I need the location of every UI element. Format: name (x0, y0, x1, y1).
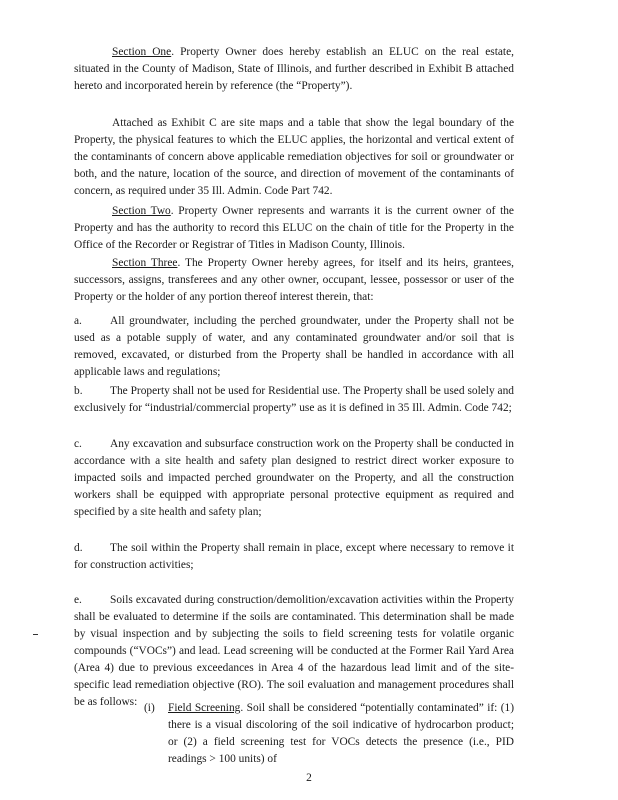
sub-item-body (168, 700, 514, 768)
list-item-e (74, 592, 514, 711)
list-item-c-text: Any excavation and subsurface construction work on the Property shall be conducted in accordance with a site health and safety plan designed to restrict direct worker exposure to impacted soils and impacted perched groundwater on the Property, and all the construction workers shall be equipped with appropriate personal protective equipment as required and specified by a site health and safety plan; (74, 438, 514, 518)
list-item-e-label: e. (74, 594, 82, 606)
section-two-text: . Property Owner represents and warrants it is the current owner of the Property and has the authority to record this ELUC on the chain of title for the Property in the Office of the Recorder or Registrar of Titles in Madison County, Illinois. (74, 205, 514, 251)
list-item-c (74, 436, 514, 521)
sub-item-text: . Soil shall be considered “potentially contaminated” if: (1) there is a visual discoloring of the soil indicative of hydrocarbon product; or (2) a field screening test for VOCs detects the presence (i.e., PID readings > 100 units) of (168, 702, 515, 765)
section-three-paragraph (74, 255, 514, 306)
section-two-paragraph (74, 203, 514, 254)
margin-mark (33, 634, 38, 635)
sub-item-field-screening (144, 700, 514, 768)
list-item-b-label: b. (74, 385, 83, 397)
list-item-b-text: The Property shall not be used for Residential use. The Property shall be used solely and exclusively for “industrial/commercial property” use as it is defined in 35 Ill. Admin. Code 742; (74, 385, 514, 414)
page-number: 2 (306, 772, 312, 784)
section-two-heading: Section Two (112, 205, 171, 217)
sub-item-heading: Field Screening (168, 702, 241, 714)
list-item-c-label: c. (74, 438, 82, 450)
list-item-a (74, 313, 514, 381)
section-one-paragraph (74, 44, 514, 95)
section-three-text: . The Property Owner hereby agrees, for itself and its heirs, grantees, successors, assigns, transferees and any other owner, occupant, lessee, possessor or user of the Property or the holder of any portion thereof interest therein, that: (74, 257, 514, 303)
list-item-a-text: All groundwater, including the perched groundwater, under the Property shall not be used as a potable supply of water, and any contaminated groundwater and/or soil that is removed, excavated, or disturbed from the Property shall be handled in accordance with all applicable laws and regulations; (74, 315, 514, 378)
list-item-d (74, 540, 514, 574)
exhibit-c-paragraph: Attached as Exhibit C are site maps and a table that show the legal boundary of the Property, the physical features to which the ELUC applies, the horizontal and vertical extent of the contaminants of concern above applicable remediation objectives for soil or groundwater or both, and the nature, location of the source, and direction of movement of the contaminants of concern, as required under 35 Ill. Admin. Code Part 742. (74, 117, 514, 197)
list-item-b (74, 383, 514, 417)
list-item-d-text: The soil within the Property shall remain in place, except where necessary to remove it for construction activities; (74, 542, 514, 571)
list-item-d-label: d. (74, 542, 83, 554)
sub-item-label: (i) (144, 702, 155, 714)
list-item-a-label: a. (74, 315, 82, 327)
list-item-e-text: Soils excavated during construction/demolition/excavation activities within the Property shall be evaluated to determine if the soils are contaminated. This determination shall be made by visual inspection and by subjecting the soils to field screening tests for volatile organic compounds (“VOCs”) and lead. Lead screening will be conducted at the Former Rail Yard Area (Area 4) due to previous exceedances in Area 4 of the hazardous lead limit and of the site-specific lead remediation objective (RO). The soil evaluation and management procedures shall be as follows: (74, 594, 514, 708)
section-one-text: . Property Owner does hereby establish an ELUC on the real estate, situated in the County of Madison, State of Illinois, and further described in Exhibit B attached hereto and incorporated herein by reference (the “Property”). (74, 46, 514, 92)
section-three-heading: Section Three (112, 257, 178, 269)
section-one-heading: Section One (112, 46, 172, 58)
